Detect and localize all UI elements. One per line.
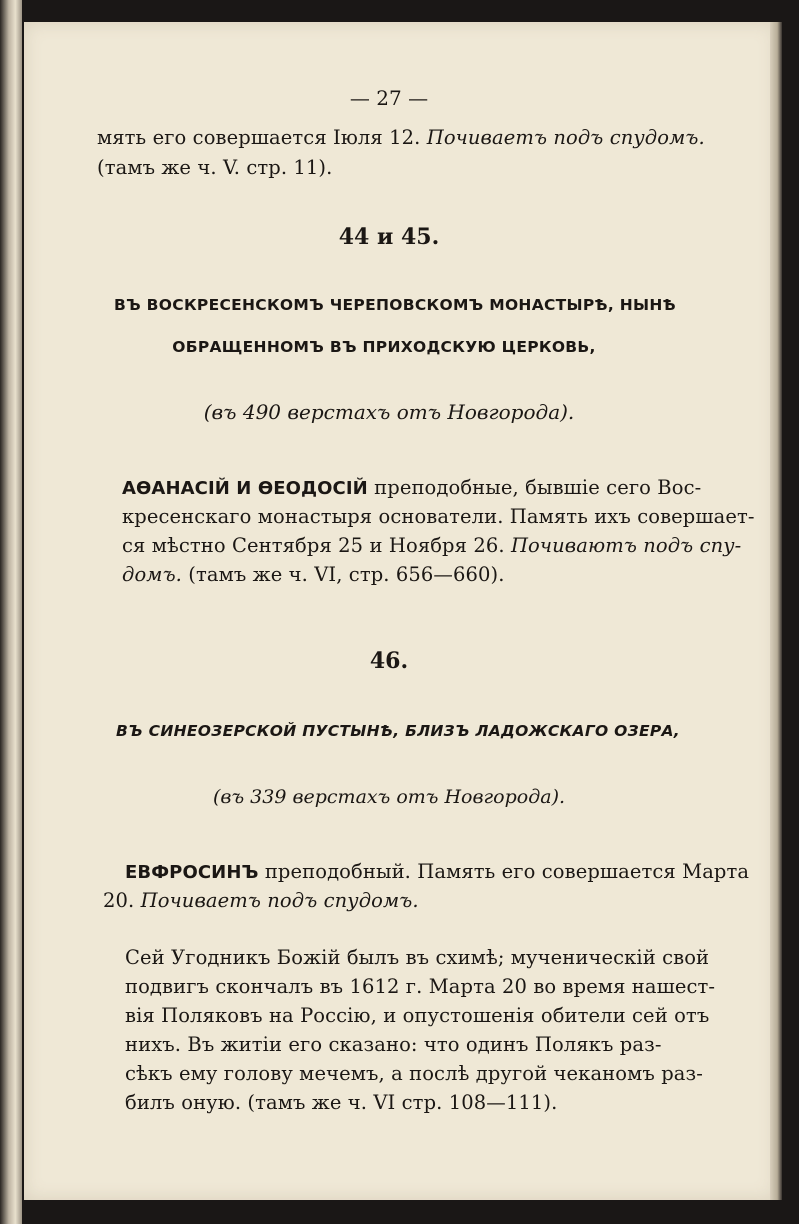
left-page-edge: [0, 0, 22, 1224]
section1-line-3-italic: Почиваютъ подъ спу-: [510, 534, 742, 557]
section-heading-line-1: ВЪ ВОСКРЕСЕНСКОМЪ ЧЕРЕПОВСКОМЪ МОНАСТЫРѢ, НЫНѢ: [114, 296, 676, 314]
right-page-edge: [770, 22, 782, 1200]
page-number: — 27 —: [349, 86, 429, 110]
section-number-44-45: 44 и 45.: [338, 224, 440, 250]
intro-line-2: (тамъ же ч. V. стр. 11).: [97, 156, 333, 179]
section2-line-1-text: преподобный. Память его совершается Марта: [258, 860, 750, 883]
intro-line-1-italic: Почиваетъ подъ спудомъ.: [426, 126, 705, 149]
section1-line-2: кресенскаго монастыря основатели. Память ихъ совершает-: [122, 505, 755, 528]
section-heading-line-2: ОБРАЩЕННОМЪ ВЪ ПРИХОДСКУЮ ЦЕРКОВЬ,: [172, 338, 596, 356]
distance-note-2: (въ 339 верстахъ отъ Новгорода).: [212, 786, 566, 808]
paragraph-line-3: вія Поляковъ на Россію, и опустошенія обители сей отъ: [125, 1004, 710, 1027]
section-number-46: 46.: [369, 648, 409, 674]
section2-line-1: [125, 860, 749, 883]
section1-line-1-text: преподобные, бывшіе сего Вос-: [367, 476, 702, 499]
paragraph-line-4: нихъ. Въ житіи его сказано: что одинъ Полякъ раз-: [125, 1033, 662, 1056]
section1-line-4: [122, 563, 505, 586]
intro-line-1-text: мять его совершается Іюля 12.: [97, 126, 427, 149]
paragraph-line-5: сѣкъ ему голову мечемъ, а послѣ другой чеканомъ раз-: [125, 1062, 703, 1085]
saint-name: ЕВФРОСИНЪ: [125, 862, 259, 883]
section1-line-1: [122, 476, 701, 499]
section2-line-2: [103, 889, 419, 912]
section1-line-3: [122, 534, 741, 557]
section1-line-4-italic: домъ.: [122, 563, 182, 586]
section1-line-3-text: ся мѣстно Сентября 25 и Ноября 26.: [122, 534, 511, 557]
paragraph-line-6: билъ оную. (тамъ же ч. VI стр. 108—111).: [125, 1091, 558, 1114]
section1-line-4-text: (тамъ же ч. VI, стр. 656—660).: [181, 563, 505, 586]
section2-line-2-italic: Почиваетъ подъ спудомъ.: [140, 889, 419, 912]
distance-note-1: (въ 490 верстахъ отъ Новгорода).: [203, 400, 575, 424]
paragraph-line-1: Сей Угодникъ Божій былъ въ схимѣ; мученическій свой: [125, 946, 710, 969]
paragraph-line-2: подвигъ скончалъ въ 1612 г. Марта 20 во время нашест-: [125, 975, 716, 998]
section2-line-2-text: 20.: [103, 889, 141, 912]
saint-names: АѲАНАСІЙ И ѲЕОДОСІЙ: [122, 478, 368, 499]
section2-heading: ВЪ СИНЕОЗЕРСКОЙ ПУСТЫНѢ, БЛИЗЪ ЛАДОЖСКАГО ОЗЕРА,: [116, 722, 680, 740]
intro-line-1: [97, 126, 705, 149]
